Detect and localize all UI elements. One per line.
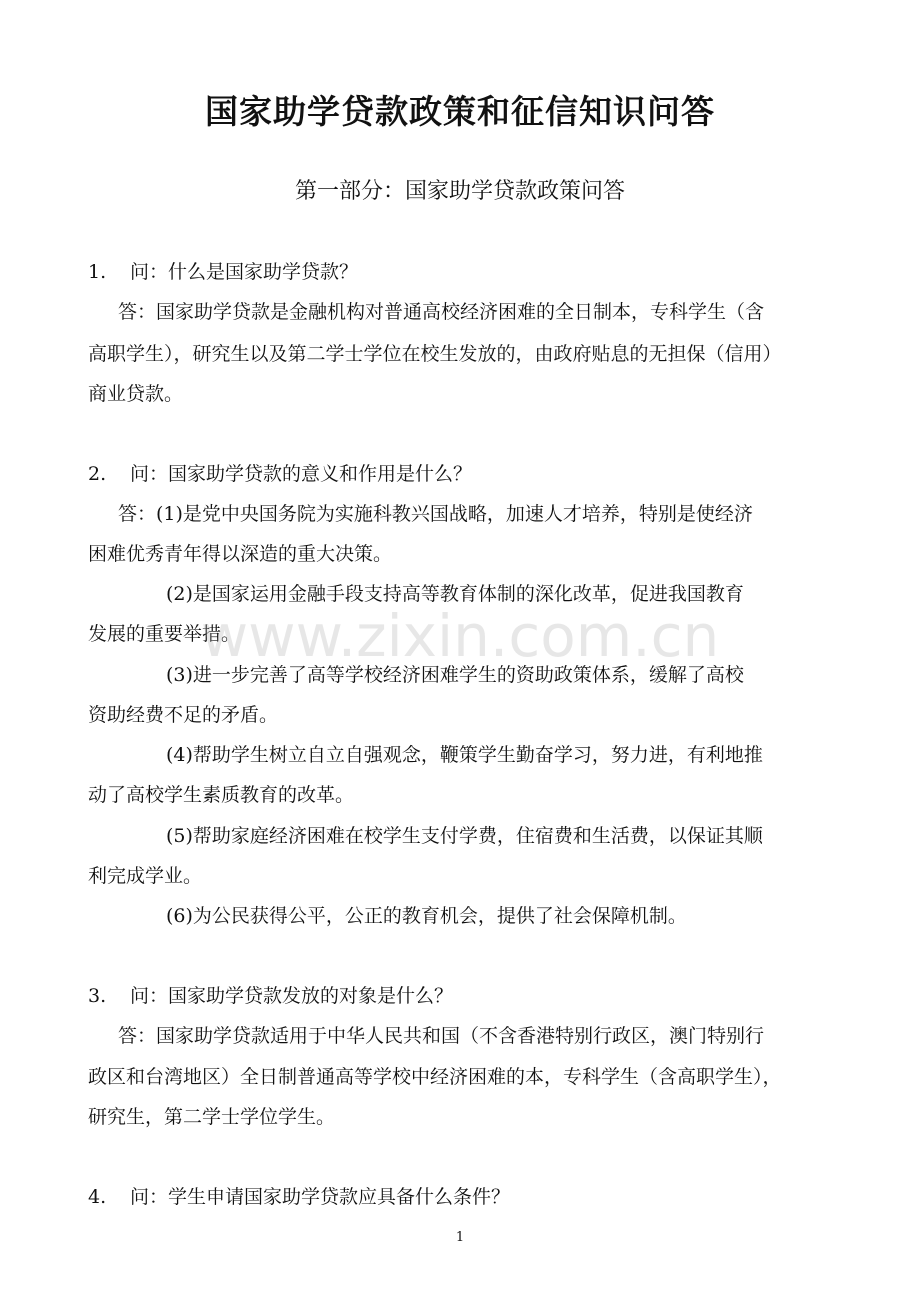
question-1 xyxy=(88,258,838,286)
answer-line: 资助经费不足的矛盾。 xyxy=(88,704,279,726)
watermark: www.zixin.com.cn xyxy=(200,602,720,670)
answer-line: (5)帮助家庭经济困难在校学生支付学费，住宿费和生活费，以保证其顺 xyxy=(166,825,763,847)
answer-line: 答：(1)是党中央国务院为实施科教兴国战略，加速人才培养，特别是使经济 xyxy=(118,503,753,525)
answer-line: 答：国家助学贷款适用于中华人民共和国（不含香港特别行政区，澳门特别行 xyxy=(118,1025,765,1047)
answer-line: (4)帮助学生树立自立自强观念，鞭策学生勤奋学习，努力进，有利地推 xyxy=(166,744,763,766)
page-number: 1 xyxy=(455,1230,465,1245)
question-number: 4. xyxy=(88,1186,107,1208)
answer-line: 研究生，第二学士学位学生。 xyxy=(88,1106,336,1128)
answer-line: 高职学生），研究生以及第二学士学位在校生发放的，由政府贴息的无担保（信用） xyxy=(88,343,782,365)
question-text: 问：国家助学贷款的意义和作用是什么？ xyxy=(130,463,473,485)
question-2 xyxy=(88,460,838,488)
question-number: 3. xyxy=(88,985,107,1007)
question-number: 2. xyxy=(88,463,107,485)
question-4 xyxy=(88,1183,838,1211)
question-number: 1. xyxy=(88,261,107,283)
answer-line: (3)进一步完善了高等学校经济困难学生的资助政策体系，缓解了高校 xyxy=(166,664,744,686)
answer-line: 困难优秀青年得以深造的重大决策。 xyxy=(88,543,393,565)
answer-line: 动了高校学生素质教育的改革。 xyxy=(88,784,355,806)
answer-line: 商业贷款。 xyxy=(88,383,184,405)
answer-line: 发展的重要举措。 xyxy=(88,623,241,645)
question-text: 问：国家助学贷款发放的对象是什么？ xyxy=(130,985,454,1007)
answer-line: 答：国家助学贷款是金融机构对普通高校经济困难的全日制本，专科学生（含 xyxy=(118,301,765,323)
section-heading: 第一部分：国家助学贷款政策问答 xyxy=(294,179,625,204)
answer-line: 利完成学业。 xyxy=(88,865,203,887)
question-text: 问：什么是国家助学贷款？ xyxy=(130,261,359,283)
document-title: 国家助学贷款政策和征信知识问答 xyxy=(205,92,715,131)
question-3 xyxy=(88,982,838,1010)
question-text: 问：学生申请国家助学贷款应具备什么条件？ xyxy=(130,1186,511,1208)
answer-line: (2)是国家运用金融手段支持高等教育体制的深化改革，促进我国教育 xyxy=(166,583,744,605)
answer-line: (6)为公民获得公平，公正的教育机会，提供了社会保障机制。 xyxy=(166,905,687,927)
answer-line: 政区和台湾地区）全日制普通高等学校中经济困难的本，专科学生（含高职学生）， xyxy=(88,1066,782,1088)
